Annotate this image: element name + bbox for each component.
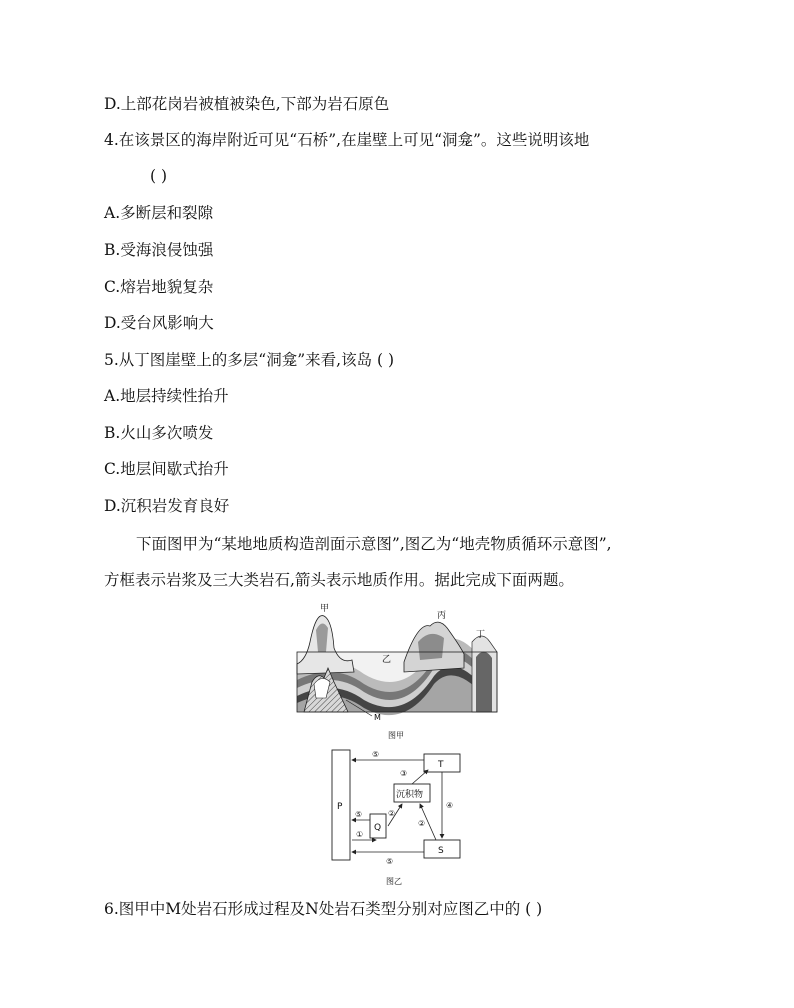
- box-sediment-label: 沉积物: [396, 790, 424, 800]
- arrow-5-mid: ⑤: [355, 810, 363, 819]
- label-jia: 甲: [320, 604, 330, 614]
- label-yi: 乙: [382, 655, 392, 665]
- q4-answer-paren: ( ): [150, 167, 168, 185]
- figure-a-caption: 图甲: [388, 731, 404, 740]
- figure-a: [294, 602, 504, 744]
- box-t-label: T: [438, 760, 444, 770]
- q5-stem: 5.从丁图崖壁上的多层“洞龛”来看,该岛 ( ): [104, 351, 395, 369]
- label-ding: 丁: [476, 630, 486, 640]
- arrow-2-right: ②: [418, 819, 426, 828]
- box-s-label: S: [438, 846, 444, 856]
- q5-option-a: A.地层持续性抬升: [104, 387, 229, 405]
- box-q-label: Q: [374, 823, 382, 833]
- label-m: M: [374, 713, 381, 722]
- q6-stem: 6.图甲中M处岩石形成过程及N处岩石类型分别对应图乙中的 ( ): [104, 900, 543, 918]
- arrow-5-bottom: ⑤: [386, 857, 394, 866]
- figure-b-caption: 图乙: [386, 877, 402, 886]
- intro-line-1: 下面图甲为“某地地质构造剖面示意图”,图乙为“地壳物质循环示意图”,: [136, 535, 612, 553]
- q3-option-d: D.上部花岗岩被植被染色,下部为岩石原色: [104, 95, 390, 113]
- arrow-1: ①: [356, 830, 364, 839]
- intro-line-2: 方框表示岩浆及三大类岩石,箭头表示地质作用。据此完成下面两题。: [104, 571, 574, 589]
- label-bing: 丙: [437, 611, 447, 621]
- box-p-label: P: [337, 802, 343, 812]
- q4-option-d: D.受台风影响大: [104, 314, 214, 332]
- q4-option-c: C.熔岩地貌复杂: [104, 278, 214, 296]
- figure-b: [328, 746, 478, 892]
- q5-option-c: C.地层间歇式抬升: [104, 460, 229, 478]
- q4-stem: 4.在该景区的海岸附近可见“石桥”,在崖壁上可见“洞龛”。这些说明该地: [104, 131, 590, 149]
- q5-option-d: D.沉积岩发育良好: [104, 497, 230, 515]
- q4-option-b: B.受海浪侵蚀强: [104, 241, 214, 259]
- arrow-2-left: ②: [388, 809, 396, 818]
- arrow-5-top: ⑤: [372, 750, 380, 759]
- arrow-3: ③: [400, 769, 408, 778]
- q4-option-a: A.多断层和裂隙: [104, 204, 214, 222]
- arrow-4: ④: [446, 801, 454, 810]
- q5-option-b: B.火山多次喷发: [104, 424, 214, 442]
